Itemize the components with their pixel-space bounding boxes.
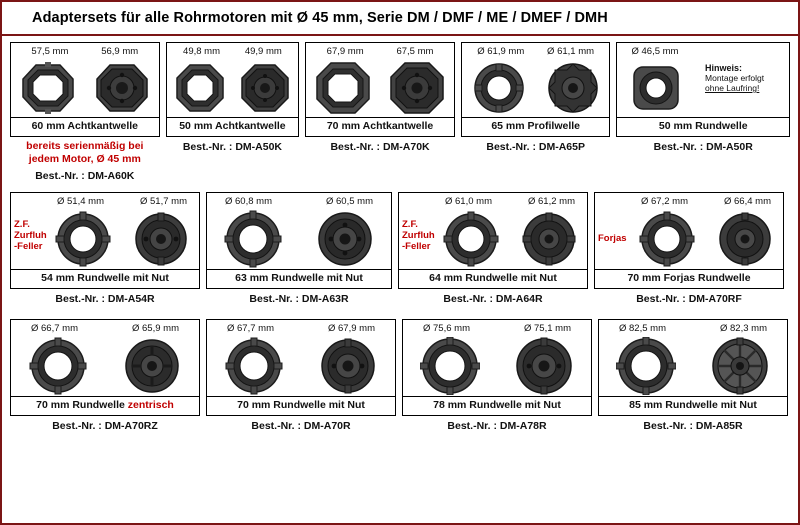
dimension-labels [11,193,199,208]
order-code: Best.-Nr. : DM-A50K [182,141,283,153]
order-code: Best.-Nr. : DM-A70RF [636,293,742,305]
part-images [462,58,610,117]
card-caption: 70 mm Achtkantwelle [306,117,454,134]
adapter-row [10,319,790,432]
dimension-right: 49,9 mm [244,46,282,57]
dimension-left: Ø 60,8 mm [225,196,272,207]
dimension-right: 56,9 mm [101,46,139,57]
dimension-left: 49,8 mm [183,46,220,57]
dimension-left: 67,9 mm [326,46,364,57]
round-ring-icon [639,211,695,267]
dimension-left: 57,5 mm [31,46,69,57]
round-adapter-icon [316,210,374,268]
dimension-right: Ø 66,4 mm [724,196,771,207]
adapter-card [616,42,790,137]
part-images [306,58,454,117]
adapter-cell [594,192,784,305]
order-code: Best.-Nr. : DM-A70R [251,420,351,432]
dimension-right: Ø 61,2 mm [528,196,575,207]
dimension-labels [462,43,610,58]
card-caption: 50 mm Rundwelle [617,117,789,134]
adapter-cell [10,42,160,182]
card-caption: 78 mm Rundwelle mit Nut [403,396,591,413]
dimension-right: Ø 60,5 mm [326,196,373,207]
card-caption: 64 mm Rundwelle mit Nut [399,269,587,286]
octagon-ring-icon [174,62,226,114]
round-ring-icon [224,210,282,268]
order-code: Best.-Nr. : DM-A50R [653,141,753,153]
adapter-card [305,42,455,137]
round-ring-icon [443,211,499,267]
hint-line-2: ohne Laufring! [705,83,760,93]
round-ring-icon [225,337,283,395]
adapter-card [10,319,200,416]
adapter-cell [10,319,200,432]
adapter-cell [616,42,790,153]
round-adapter-icon [514,337,574,395]
card-caption: 70 mm Forjas Rundwelle [595,269,783,286]
adapter-cell [305,42,455,153]
card-caption: 60 mm Achtkantwelle [11,117,159,134]
dimension-labels [399,193,587,208]
dimension-left: Ø 82,5 mm [619,323,666,334]
mounting-hint [705,63,783,93]
brand-line-1: Z.F. [402,219,418,230]
dimension-labels [207,193,391,208]
brand-line-3: -Feller [14,241,43,252]
adapter-cell [206,192,392,305]
adapter-grid [2,36,798,440]
dimension-labels [11,320,199,335]
brand-label [402,219,435,252]
dimension-left: Ø 67,7 mm [227,323,274,334]
round-ring-icon [29,337,87,395]
round-ring-icon [631,62,681,114]
octagon-ring-icon [314,60,372,116]
order-code: Best.-Nr. : DM-A65P [486,141,585,153]
round-adapter-icon [123,337,181,395]
card-caption: 70 mm Rundwelle mit Nut [207,396,395,413]
dimension-left: Ø 61,0 mm [445,196,492,207]
brand-label [598,233,627,244]
adapter-card [598,319,788,416]
adapter-cell [206,319,396,432]
octagon-adapter-icon [239,62,291,114]
adapter-card [206,319,396,416]
brand-line-1: Z.F. [14,219,30,230]
dimension-labels [599,320,787,335]
part-images [167,58,299,117]
round-adapter-icon [319,337,377,395]
caption-accent: zentrisch [127,399,174,411]
adapter-card [166,42,300,137]
octagon-adapter-icon [388,60,446,116]
octagon-ring-icon [19,61,77,115]
adapter-card [402,319,592,416]
order-code: Best.-Nr. : DM-A70RZ [52,420,158,432]
adapter-card [10,192,200,289]
dimension-labels [617,43,789,58]
adapter-row [10,192,790,305]
dimension-left: Ø 67,2 mm [641,196,688,207]
part-images [11,335,199,396]
card-caption: 54 mm Rundwelle mit Nut [11,269,199,286]
dimension-right: Ø 82,3 mm [720,323,767,334]
adapter-cell [402,319,592,432]
profile-ring-icon [472,61,526,115]
dimension-right: Ø 51,7 mm [140,196,187,207]
adapter-card [594,192,784,289]
brand-label [14,219,47,252]
page-title-bar [2,2,798,36]
card-caption: 65 mm Profilwelle [462,117,610,134]
card-caption: 85 mm Rundwelle mit Nut [599,396,787,413]
dimension-labels [403,320,591,335]
hint-title: Hinweis: [705,63,743,73]
brand-line-1: Forjas [598,233,627,244]
order-code: Best.-Nr. : DM-A85R [643,420,743,432]
order-code: Best.-Nr. : DM-A78R [447,420,547,432]
round-adapter-icon [717,211,773,267]
adapter-card [461,42,611,137]
adapter-cell [398,192,588,305]
adapter-cell [461,42,611,153]
adapter-cell [10,192,200,305]
part-images [207,335,395,396]
brand-line-2: Zurfluh [14,230,47,241]
round-ring-icon [420,337,480,395]
adapter-cell [598,319,788,432]
part-images [599,335,787,396]
dimension-labels [167,43,299,58]
page-title: Adaptersets für alle Rohrmotoren mit Ø 45 mm, Serie DM / DMF / ME / DMEF / DMH [32,10,608,26]
order-code: Best.-Nr. : DM-A64R [443,293,543,305]
part-images [207,208,391,269]
part-images [403,335,591,396]
dimension-right: Ø 67,9 mm [328,323,375,334]
dimension-right: Ø 75,1 mm [524,323,571,334]
round-adapter-icon [133,211,189,267]
dimension-left: Ø 66,7 mm [31,323,78,334]
dimension-left: Ø 51,4 mm [57,196,104,207]
part-images [11,58,159,117]
adapter-card [206,192,392,289]
adapter-row [10,42,790,182]
round-ring-icon [55,211,111,267]
dimension-right: Ø 65,9 mm [132,323,179,334]
order-code: Best.-Nr. : DM-A63R [249,293,349,305]
round-ring-icon [616,337,676,395]
dimension-labels [11,43,159,58]
adapter-card [10,42,160,137]
brand-line-2: Zurfluh [402,230,435,241]
order-code: Best.-Nr. : DM-A54R [55,293,155,305]
round-adapter-icon [710,337,770,395]
profile-adapter-icon [546,61,600,115]
adapter-card [398,192,588,289]
card-caption: 50 mm Achtkantwelle [167,117,299,134]
adapter-cell [166,42,300,153]
card-caption: 63 mm Rundwelle mit Nut [207,269,391,286]
hint-line-1: Montage erfolgt [705,73,765,83]
dimension-right: 67,5 mm [396,46,434,57]
order-code: Best.-Nr. : DM-A70K [330,141,430,153]
order-code: Best.-Nr. : DM-A60K [35,170,135,182]
brand-line-3: -Feller [402,241,431,252]
dimension-labels [306,43,454,58]
series-note: bereits serienmäßig bei jedem Motor, Ø 45 mm [26,140,144,165]
dimension-right: Ø 61,1 mm [547,46,595,57]
round-adapter-icon [521,211,577,267]
dimension-labels [207,320,395,335]
octagon-adapter-icon [93,61,151,115]
dimension-left: Ø 61,9 mm [477,46,525,57]
dimension-left: Ø 46,5 mm [631,46,679,57]
caption-text: 70 mm Rundwelle zentrisch [36,399,174,411]
dimension-left: Ø 75,6 mm [423,323,470,334]
dimension-labels [595,193,783,208]
card-caption [11,396,199,413]
